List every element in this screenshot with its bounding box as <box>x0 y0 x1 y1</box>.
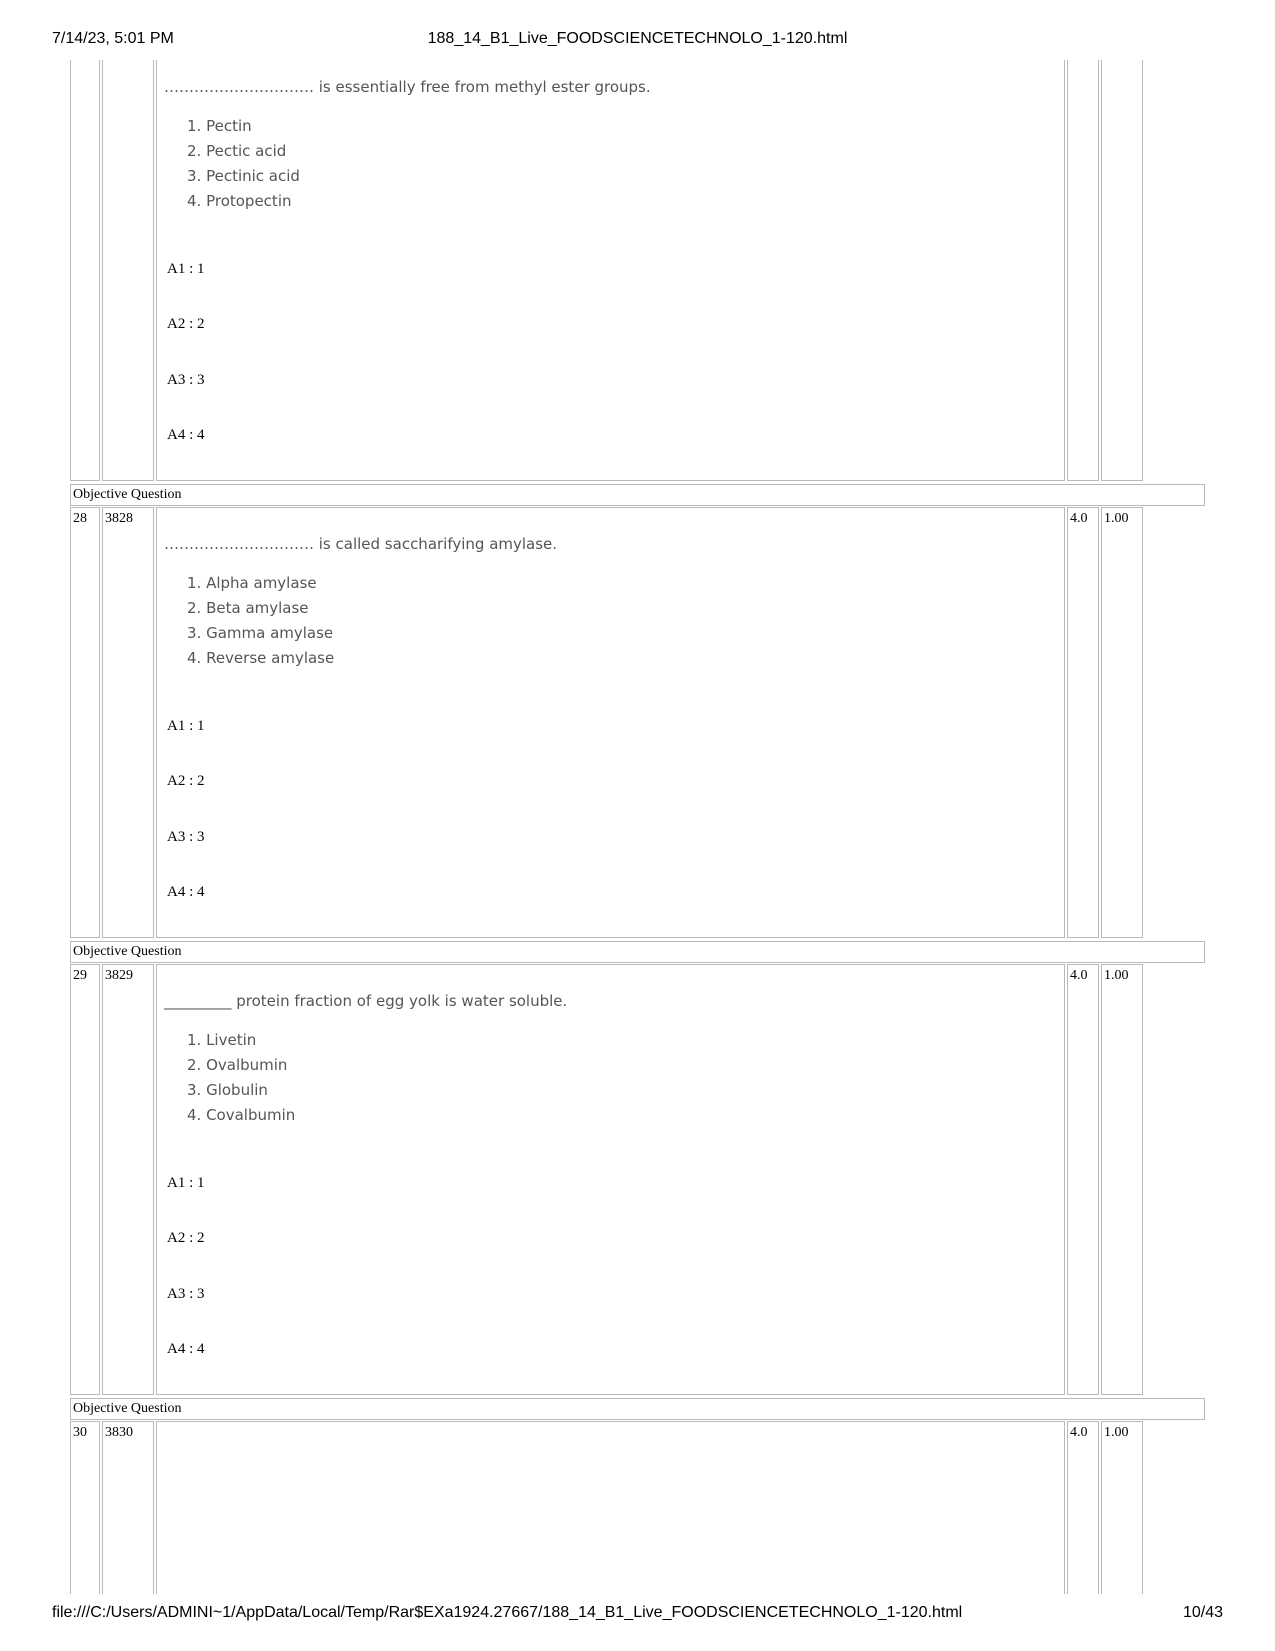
answer-line: A1 : 1 <box>167 1175 205 1191</box>
marks-cell <box>1067 507 1099 938</box>
negative-marks-value: 1.00 <box>1104 511 1129 526</box>
sno-cell <box>70 60 100 481</box>
negative-marks-value: 1.00 <box>1104 1425 1129 1440</box>
option-item: 2. Ovalbumin <box>187 1056 288 1074</box>
question-text: _________ protein fraction of egg yolk is water soluble. <box>164 992 568 1010</box>
marks-value: 4.0 <box>1070 511 1088 526</box>
marks-value: 4.0 <box>1070 968 1088 983</box>
option-item: 3. Globulin <box>187 1081 268 1099</box>
option-item: 2. Beta amylase <box>187 599 309 617</box>
qid-cell <box>102 964 154 1395</box>
answer-line: A2 : 2 <box>167 316 205 332</box>
option-item: 4. Protopectin <box>187 192 292 210</box>
print-url: file:///C:/Users/ADMINI~1/AppData/Local/Temp/Rar$EXa1924.27667/188_14_B1_Live_FOODSCIENCETECHNOLO_1-120.html <box>52 1604 963 1621</box>
sno-cell <box>70 1421 100 1594</box>
qid-cell <box>102 60 154 481</box>
answer-line: A4 : 4 <box>167 427 205 443</box>
option-list <box>187 114 300 214</box>
answer-line: A3 : 3 <box>167 829 205 845</box>
question-type-label: Objective Question <box>73 1401 182 1416</box>
question-type-label: Objective Question <box>73 487 182 502</box>
qid-cell <box>102 1421 154 1594</box>
question-cell <box>156 964 1065 1395</box>
question-text: ………………………… is essentially free from methyl ester groups. <box>164 78 651 96</box>
negative-marks-cell <box>1101 60 1143 481</box>
question-type-label: Objective Question <box>73 944 182 959</box>
question-id: 3829 <box>105 968 133 983</box>
serial-number: 29 <box>73 968 87 983</box>
answer-line: A2 : 2 <box>167 1230 205 1246</box>
option-item: 1. Livetin <box>187 1031 257 1049</box>
serial-number: 30 <box>73 1425 87 1440</box>
question-type-row <box>70 1398 1205 1420</box>
marks-cell <box>1067 60 1099 481</box>
question-type-row <box>70 484 1205 506</box>
negative-marks-cell <box>1101 507 1143 938</box>
answer-line: A3 : 3 <box>167 372 205 388</box>
sno-cell <box>70 507 100 938</box>
print-header <box>0 30 1275 54</box>
question-table <box>70 60 1205 1594</box>
answer-line: A1 : 1 <box>167 718 205 734</box>
option-item: 2. Pectic acid <box>187 142 287 160</box>
option-item: 1. Alpha amylase <box>187 574 317 592</box>
print-footer <box>0 1604 1275 1628</box>
question-id: 3830 <box>105 1425 133 1440</box>
serial-number: 28 <box>73 511 87 526</box>
option-item: 4. Covalbumin <box>187 1106 296 1124</box>
question-id: 3828 <box>105 511 133 526</box>
print-datetime: 7/14/23, 5:01 PM <box>52 30 174 47</box>
answer-line: A2 : 2 <box>167 773 205 789</box>
page-number: 10/43 <box>1182 1604 1223 1621</box>
negative-marks-cell <box>1101 1421 1143 1594</box>
option-list <box>187 571 334 671</box>
question-type-row <box>70 941 1205 963</box>
option-item: 1. Pectin <box>187 117 252 135</box>
question-cell <box>156 60 1065 481</box>
question-cell <box>156 507 1065 938</box>
question-cell <box>156 1421 1065 1594</box>
option-item: 3. Gamma amylase <box>187 624 334 642</box>
option-list <box>187 1028 295 1128</box>
negative-marks-cell <box>1101 964 1143 1395</box>
negative-marks-value: 1.00 <box>1104 968 1129 983</box>
option-item: 3. Pectinic acid <box>187 167 300 185</box>
option-item: 4. Reverse amylase <box>187 649 335 667</box>
marks-value: 4.0 <box>1070 1425 1088 1440</box>
answer-line: A3 : 3 <box>167 1286 205 1302</box>
marks-cell <box>1067 1421 1099 1594</box>
answer-line: A4 : 4 <box>167 1341 205 1357</box>
qid-cell <box>102 507 154 938</box>
sno-cell <box>70 964 100 1395</box>
print-title: 188_14_B1_Live_FOODSCIENCETECHNOLO_1-120.html <box>427 30 848 47</box>
answer-line: A4 : 4 <box>167 884 205 900</box>
marks-cell <box>1067 964 1099 1395</box>
answer-line: A1 : 1 <box>167 261 205 277</box>
question-text: ………………………… is called saccharifying amylase. <box>164 535 558 553</box>
